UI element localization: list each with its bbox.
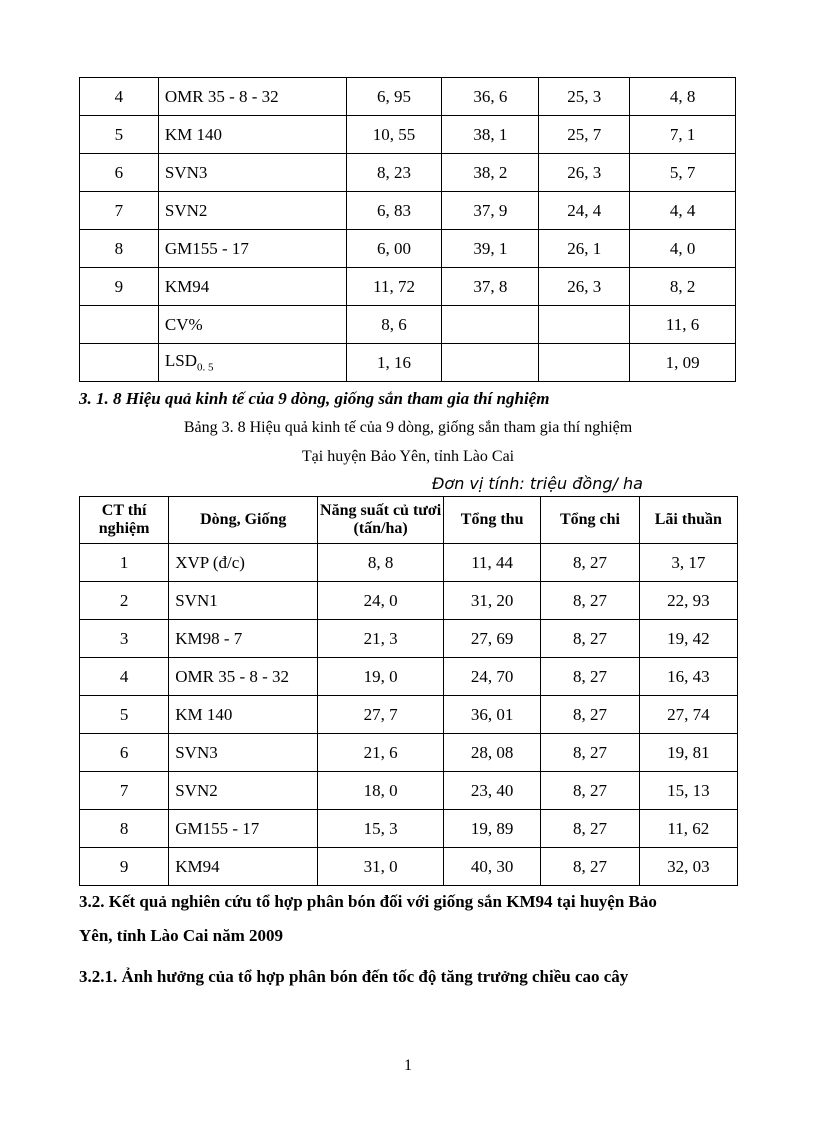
table-cell: 8: [80, 230, 159, 268]
table-cell: [442, 306, 539, 344]
table-row: [80, 772, 738, 810]
table-cell: [539, 344, 630, 382]
table-cell: 8, 8: [318, 544, 444, 582]
table-row: [80, 810, 738, 848]
table-cell: 11, 62: [639, 810, 737, 848]
table-cell: 23, 40: [443, 772, 540, 810]
table-row: [80, 154, 736, 192]
table-cell: [442, 344, 539, 382]
lsd-label: LSD: [164, 351, 197, 371]
table-cell: 1, 16: [346, 344, 442, 382]
table-row: [80, 116, 736, 154]
table-cell: 24, 4: [539, 192, 630, 230]
column-header: CT thí nghiệm: [80, 497, 169, 544]
table-row: [80, 544, 738, 582]
table-cell: OMR 35 - 8 - 32: [169, 658, 318, 696]
table-row: [80, 192, 736, 230]
table-caption-location: Tại huyện Bảo Yên, tỉnh Lào Cai: [301, 448, 515, 465]
table-cell: 5, 7: [630, 154, 736, 192]
table-cell: 4: [80, 658, 169, 696]
section-heading-3-2-1: 3.2.1. Ảnh hưởng của tổ hợp phân bón đến tốc độ tăng trưởng chiều cao cây: [79, 967, 629, 986]
table-cell: 9: [80, 268, 159, 306]
table-cell: 28, 08: [443, 734, 540, 772]
column-header: Dòng, Giống: [169, 497, 318, 544]
table-cell: KM98 - 7: [169, 620, 318, 658]
table-cell: KM94: [169, 848, 318, 886]
table-cell: 4, 0: [630, 230, 736, 268]
table-cell: 4, 4: [630, 192, 736, 230]
table-cell: 8, 27: [541, 696, 639, 734]
table-cell: 8, 27: [541, 544, 639, 582]
table-cell: SVN3: [169, 734, 318, 772]
table-cell: 19, 89: [443, 810, 540, 848]
table-cell: 18, 0: [318, 772, 444, 810]
page-number: 1: [404, 1057, 412, 1074]
lsd-subscript: 0. 5: [196, 361, 214, 374]
table-cell: 11, 6: [630, 306, 736, 344]
table-cell: KM 140: [169, 696, 318, 734]
table-cell: 2: [80, 582, 169, 620]
table-cell: 1: [80, 544, 169, 582]
table-cell: [539, 306, 630, 344]
table-cell: 32, 03: [639, 848, 737, 886]
table-cell: 11, 44: [443, 544, 540, 582]
table-cell: SVN3: [158, 154, 346, 192]
table-cell: GM155 - 17: [158, 230, 346, 268]
table-row: [80, 344, 736, 382]
table-cell: 31, 20: [443, 582, 540, 620]
table-cell: 11, 72: [346, 268, 442, 306]
table-cell: 6, 95: [346, 78, 442, 116]
table-cell: 26, 3: [539, 154, 630, 192]
table-cell: 26, 1: [539, 230, 630, 268]
table-cell: 21, 6: [318, 734, 444, 772]
table-cell: 24, 0: [318, 582, 444, 620]
section-heading-3-2-cont: Yên, tỉnh Lào Cai năm 2009: [79, 926, 284, 945]
table-cell: CV%: [158, 306, 346, 344]
table-cell: 19, 42: [639, 620, 737, 658]
table-cell: 1, 09: [630, 344, 736, 382]
table-cell: 3: [80, 620, 169, 658]
table-cell: 15, 13: [639, 772, 737, 810]
table-row: [80, 658, 738, 696]
section-heading-3-1-8: 3. 1. 8 Hiệu quả kinh tế của 9 dòng, giống sắn tham gia thí nghiệm: [79, 389, 550, 408]
table-cell: 8, 2: [630, 268, 736, 306]
column-header: Tổng chi: [541, 497, 639, 544]
table-cell: 40, 30: [443, 848, 540, 886]
column-header: Tổng thu: [443, 497, 540, 544]
table-cell: 8, 27: [541, 848, 639, 886]
table-cell: 36, 6: [442, 78, 539, 116]
table-cell: 5: [80, 696, 169, 734]
table-cell: 7: [80, 772, 169, 810]
table-cell: 3, 17: [639, 544, 737, 582]
table-cell: [80, 344, 159, 382]
table-cell: 8, 27: [541, 772, 639, 810]
table-cell: 19, 0: [318, 658, 444, 696]
table-cell: GM155 - 17: [169, 810, 318, 848]
table-cell: 8, 23: [346, 154, 442, 192]
table-cell: 37, 9: [442, 192, 539, 230]
table-cell: 10, 55: [346, 116, 442, 154]
table-cell: 6: [80, 734, 169, 772]
unit-note: Đơn vị tính: triệu đồng/ ha: [432, 474, 643, 493]
table-cell: 9: [80, 848, 169, 886]
table-cell: XVP (đ/c): [169, 544, 318, 582]
table-cell: 8: [80, 810, 169, 848]
table-header-row: [80, 497, 738, 544]
table-cell: 8, 27: [541, 810, 639, 848]
table-cell: 27, 69: [443, 620, 540, 658]
table-cell: 8, 27: [541, 658, 639, 696]
table-cell: 8, 27: [541, 734, 639, 772]
table-cell: 5: [80, 116, 159, 154]
table-cell: 7, 1: [630, 116, 736, 154]
table-row: [80, 78, 736, 116]
table-cell: 39, 1: [442, 230, 539, 268]
table-row: [80, 848, 738, 886]
table-row: [80, 620, 738, 658]
table-cell: KM 140: [158, 116, 346, 154]
table-cell: 8, 27: [541, 582, 639, 620]
yield-components-table: [79, 77, 736, 382]
table-cell: 7: [80, 192, 159, 230]
section-heading-3-2: 3.2. Kết quả nghiên cứu tổ hợp phân bón đối với giống sắn KM94 tại huyện Bảo: [79, 892, 657, 911]
table-cell: OMR 35 - 8 - 32: [158, 78, 346, 116]
table-cell: 4, 8: [630, 78, 736, 116]
table-cell: 27, 7: [318, 696, 444, 734]
table-caption: Bảng 3. 8 Hiệu quả kinh tế của 9 dòng, giống sắn tham gia thí nghiệm: [183, 419, 633, 436]
table-cell: 26, 3: [539, 268, 630, 306]
economic-efficiency-table: [79, 496, 738, 886]
table-cell: 24, 70: [443, 658, 540, 696]
table-row: [80, 582, 738, 620]
table-cell: 37, 8: [442, 268, 539, 306]
table-row: [80, 734, 738, 772]
table-cell: KM94: [158, 268, 346, 306]
table-cell: 6: [80, 154, 159, 192]
table-row: [80, 306, 736, 344]
table-cell: 27, 74: [639, 696, 737, 734]
table-cell: 25, 3: [539, 78, 630, 116]
table-row: [80, 230, 736, 268]
column-header: Năng suất củ tươi (tấn/ha): [318, 497, 444, 544]
table-cell: 4: [80, 78, 159, 116]
table-cell: 22, 93: [639, 582, 737, 620]
table-cell: 6, 00: [346, 230, 442, 268]
lsd-label-cell: [158, 344, 346, 382]
table-cell: 38, 1: [442, 116, 539, 154]
table-cell: 8, 6: [346, 306, 442, 344]
table-cell: 16, 43: [639, 658, 737, 696]
table-cell: 25, 7: [539, 116, 630, 154]
table-row: [80, 696, 738, 734]
table-row: [80, 268, 736, 306]
table-cell: SVN2: [169, 772, 318, 810]
table-cell: 15, 3: [318, 810, 444, 848]
table-cell: [80, 306, 159, 344]
table-cell: 36, 01: [443, 696, 540, 734]
table-cell: 31, 0: [318, 848, 444, 886]
table-cell: 19, 81: [639, 734, 737, 772]
table-cell: SVN1: [169, 582, 318, 620]
table-cell: SVN2: [158, 192, 346, 230]
table-cell: 21, 3: [318, 620, 444, 658]
table-cell: 38, 2: [442, 154, 539, 192]
column-header: Lãi thuần: [639, 497, 737, 544]
table-cell: 8, 27: [541, 620, 639, 658]
table-cell: 6, 83: [346, 192, 442, 230]
